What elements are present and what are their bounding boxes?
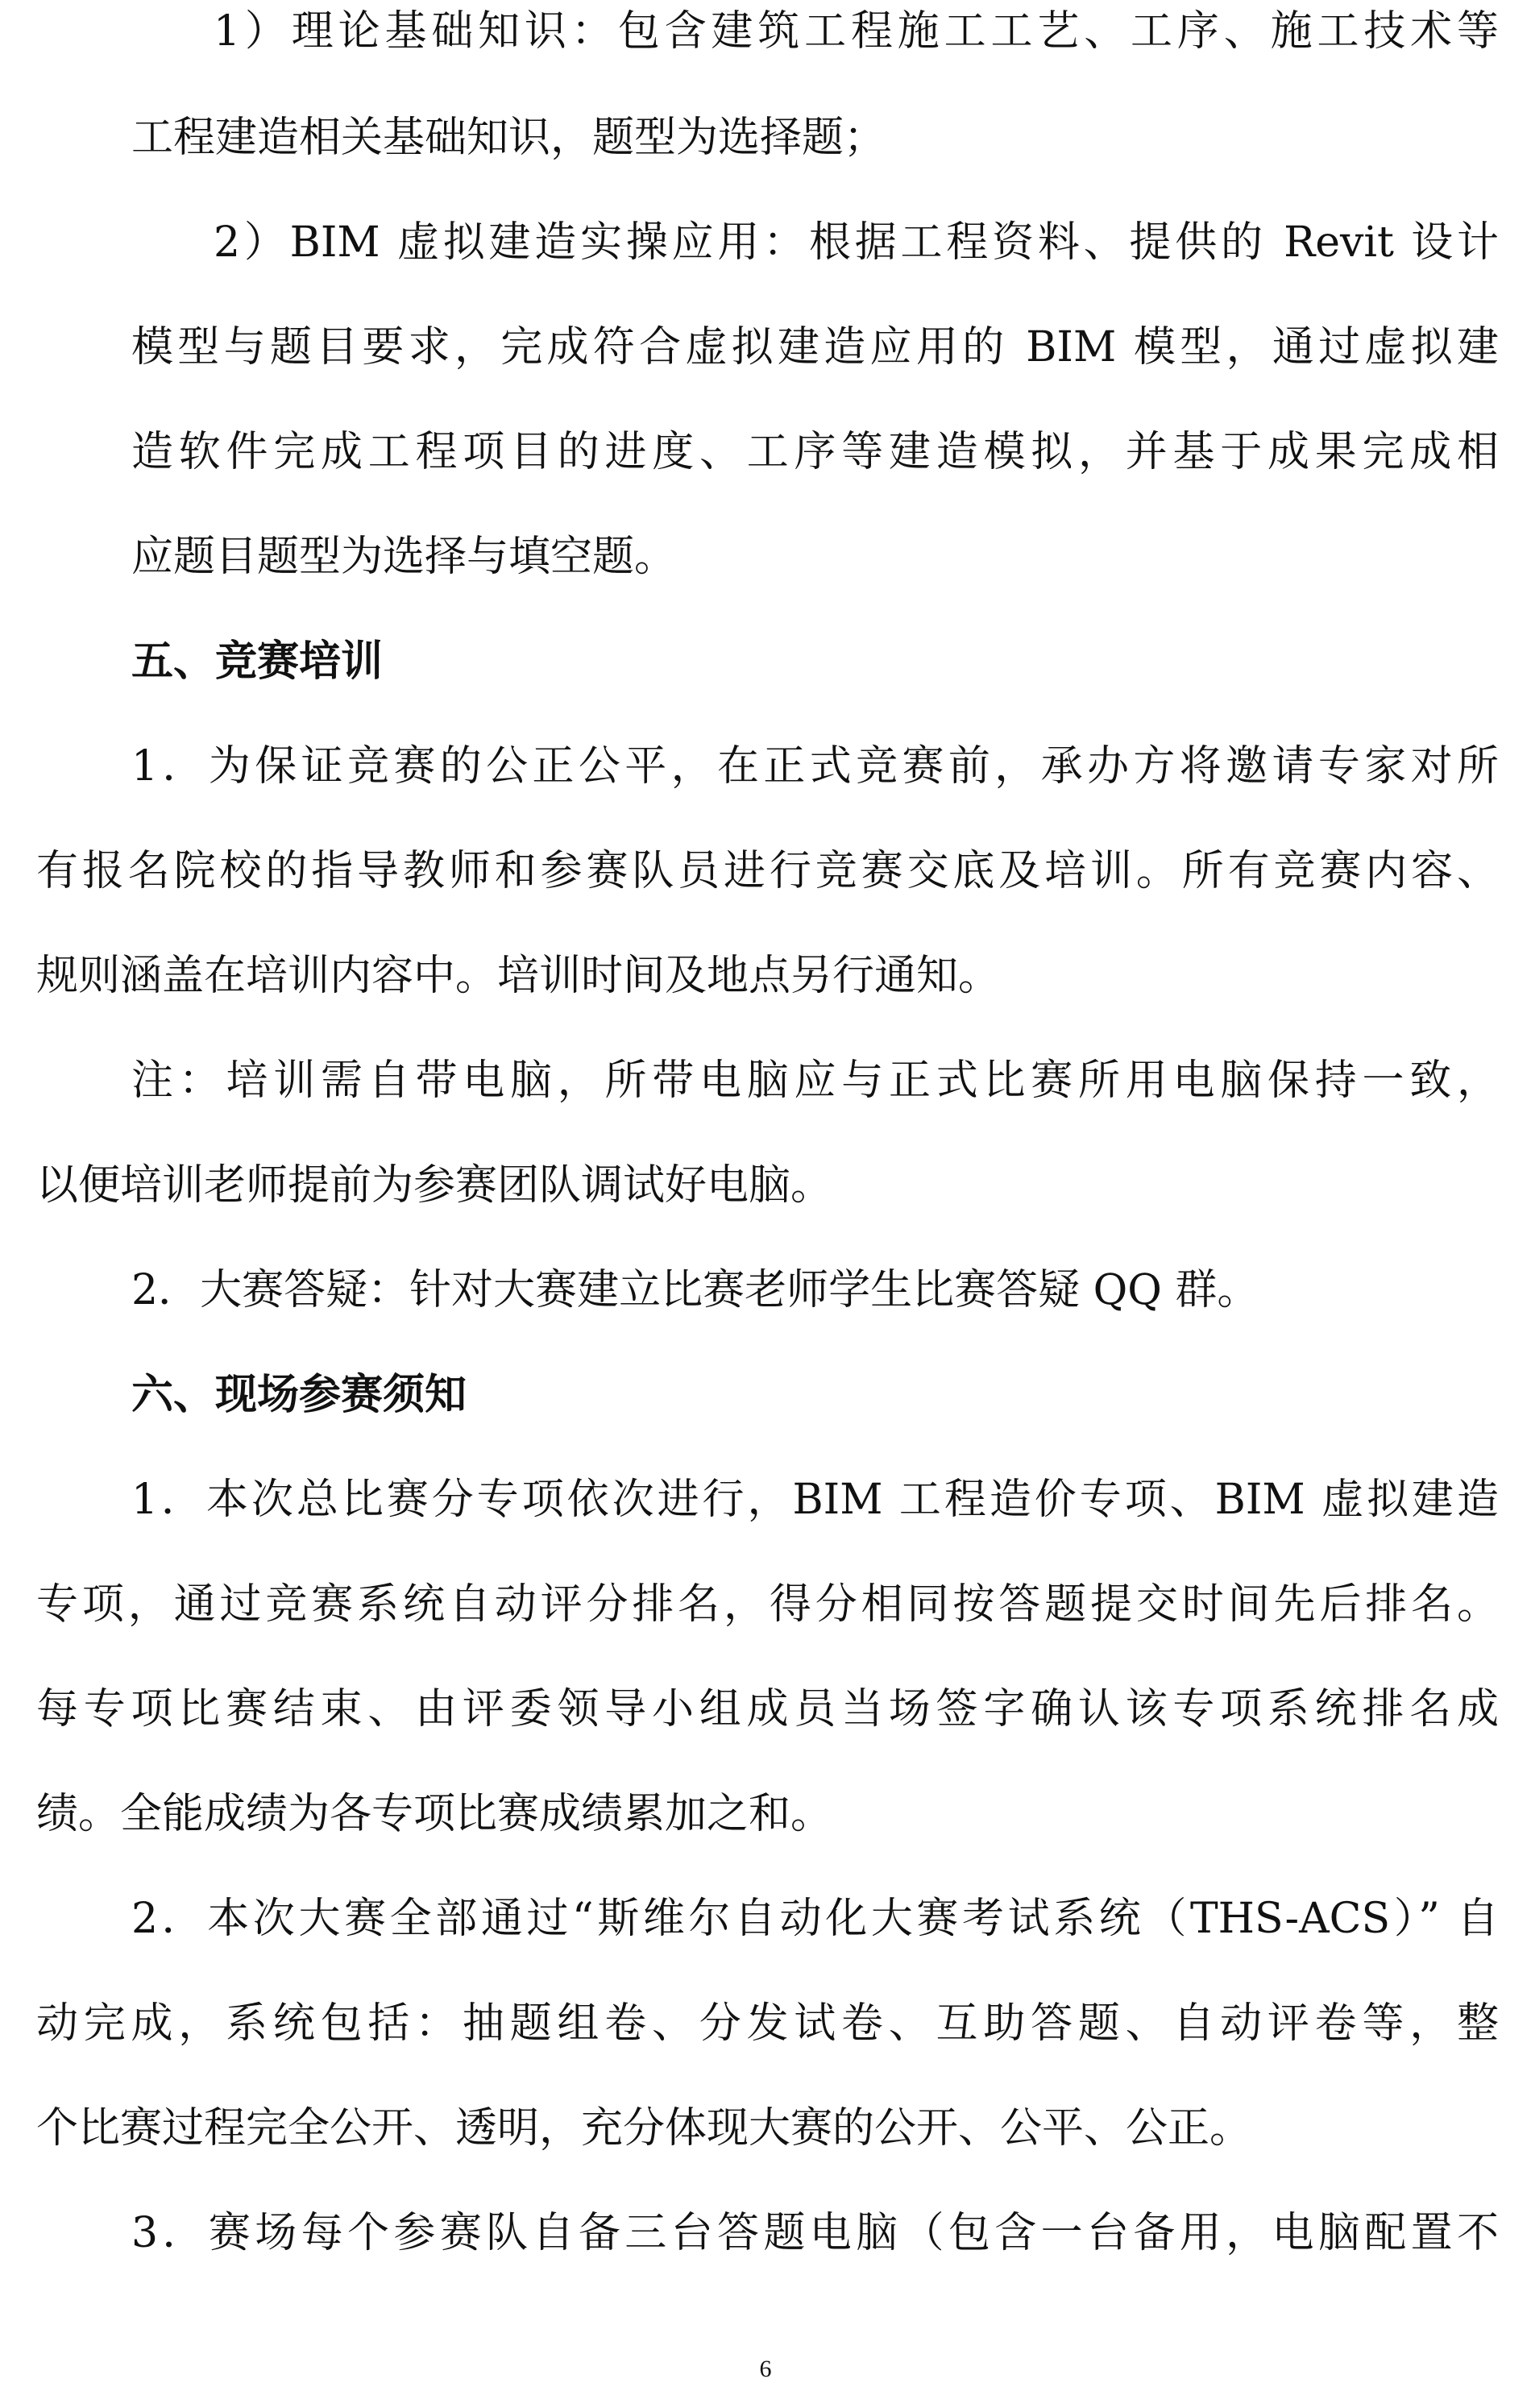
paragraph-line: 专项，通过竞赛系统自动评分排名，得分相同按答题提交时间先后排名。 bbox=[36, 1580, 1499, 1629]
paragraph-line: 有报名院校的指导教师和参赛队员进行竞赛交底及培训。所有竞赛内容、 bbox=[36, 847, 1499, 895]
paragraph-line: 2．本次大赛全部通过“斯维尔自动化大赛考试系统（THS-ACS）” 自 bbox=[131, 1895, 1499, 1943]
paragraph-line: 个比赛过程完全公开、透明，充分体现大赛的公开、公平、公正。 bbox=[36, 2104, 1252, 2153]
paragraph-line: 2．大赛答疑：针对大赛建立比赛老师学生比赛答疑 QQ 群。 bbox=[131, 1266, 1259, 1314]
section-heading-onsite-notice: 六、现场参赛须知 bbox=[131, 1370, 467, 1419]
paragraph-line: 1．为保证竞赛的公正公平，在正式竞赛前，承办方将邀请专家对所 bbox=[131, 742, 1499, 791]
paragraph-line: 每专项比赛结束、由评委领导小组成员当场签字确认该专项系统排名成 bbox=[36, 1685, 1499, 1733]
paragraph-line: 应题目题型为选择与填空题。 bbox=[131, 533, 677, 581]
paragraph-line: 动完成，系统包括：抽题组卷、分发试卷、互助答题、自动评卷等，整 bbox=[36, 1999, 1499, 2048]
section-heading-training: 五、竞赛培训 bbox=[131, 637, 384, 686]
paragraph-line: 1）理论基础知识：包含建筑工程施工工艺、工序、施工技术等 bbox=[214, 7, 1499, 56]
paragraph-line: 2）BIM 虚拟建造实操应用：根据工程资料、提供的 Revit 设计 bbox=[214, 218, 1499, 267]
paragraph-line: 以便培训老师提前为参赛团队调试好电脑。 bbox=[36, 1161, 833, 1210]
paragraph-line: 工程建造相关基础知识，题型为选择题； bbox=[131, 114, 886, 162]
paragraph-line: 规则涵盖在培训内容中。培训时间及地点另行通知。 bbox=[36, 952, 1001, 1000]
paragraph-line: 3．赛场每个参赛队自备三台答题电脑（包含一台备用，电脑配置不 bbox=[131, 2209, 1499, 2257]
page-number: 6 bbox=[759, 2356, 772, 2382]
paragraph-line: 1．本次总比赛分专项依次进行，BIM 工程造价专项、BIM 虚拟建造 bbox=[131, 1476, 1499, 1524]
paragraph-line: 造软件完成工程项目的进度、工序等建造模拟，并基于成果完成相 bbox=[131, 428, 1499, 476]
paragraph-line: 模型与题目要求，完成符合虚拟建造应用的 BIM 模型，通过虚拟建 bbox=[131, 323, 1499, 372]
paragraph-line: 注：培训需自带电脑，所带电脑应与正式比赛所用电脑保持一致， bbox=[131, 1057, 1499, 1105]
paragraph-line: 绩。全能成绩为各专项比赛成绩累加之和。 bbox=[36, 1790, 833, 1838]
